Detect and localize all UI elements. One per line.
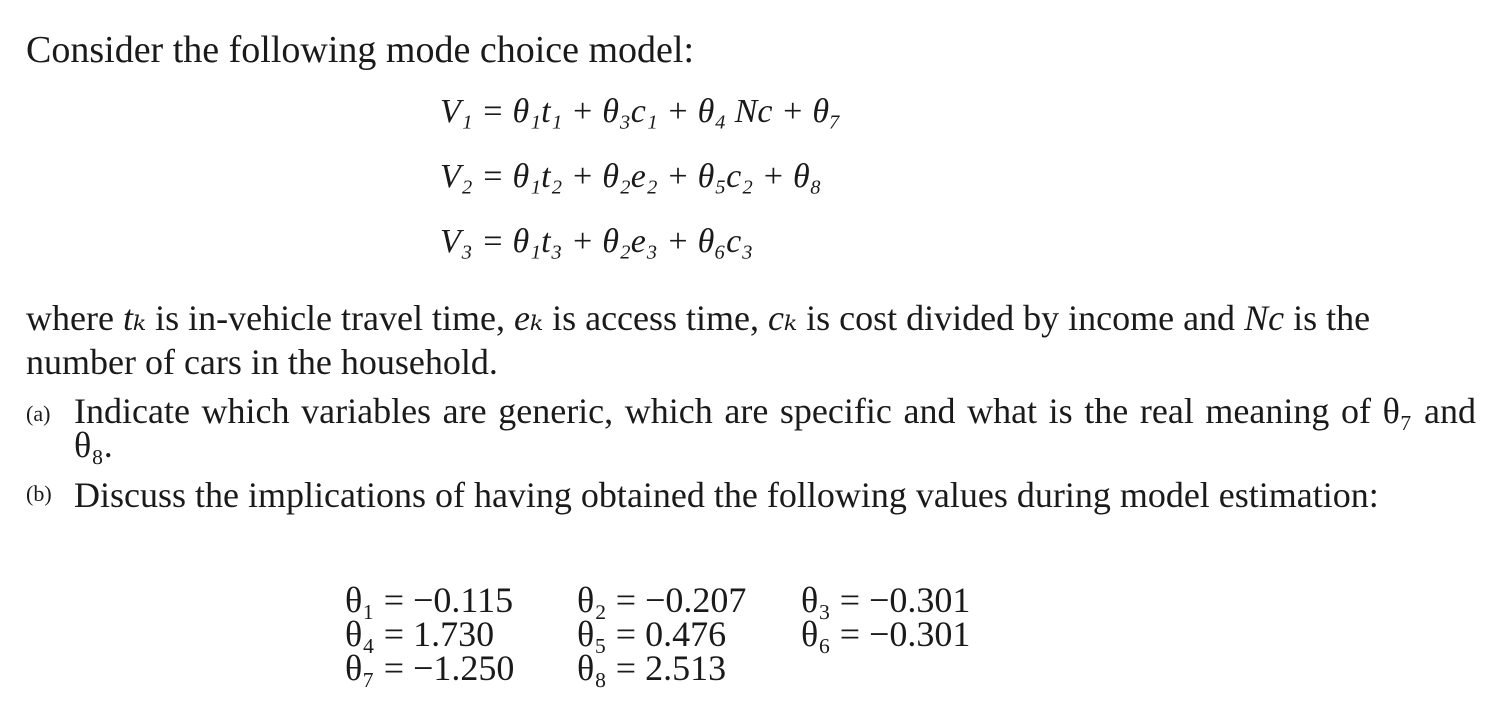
question-label: (b) [26,481,52,506]
parameter-value: θ₆ = −0.301 [801,614,971,654]
variable-c: cₖ [768,298,798,338]
parameter-value: θ₁ = −0.115 [345,580,514,620]
parameter-value: θ₃ = −0.301 [801,580,971,620]
table-row [345,614,1001,654]
equation-rhs: θ₁t₁ + θ₃c₁ + θ₄ Nc + θ₇ [512,93,841,130]
definition-text: is access time, [543,298,769,338]
definition-text: where [26,298,123,338]
parameter-values-table [345,580,1001,688]
parameter-value: θ₂ = −0.207 [577,580,747,620]
definition-text: is the number of cars in the household. [26,298,1371,382]
equation-v2 [440,157,841,197]
equation-rhs: θ₁t₃ + θ₂e₃ + θ₆c₃ [512,223,754,260]
variable-nc: Nc [1244,298,1285,338]
parameter-value: θ₄ = 1.730 [345,614,495,654]
equation-v1 [440,92,841,132]
utility-equations [440,92,841,287]
variable-t: tₖ [122,298,147,338]
question-text: Discuss the implications of having obtained the following values during model estimation: [74,475,1379,515]
question-label: (a) [26,401,51,426]
definition-text: is in-vehicle travel time, [146,298,514,338]
table-row [345,648,1001,688]
question-b [26,474,1476,554]
equation-v3 [440,222,841,262]
equation-lhs: V₂ = [440,158,513,195]
question-text: Indicate which variables are generic, which are specific and what is the real meaning of θ₇ and θ₈. [74,391,1476,465]
table-row [345,580,1001,620]
equation-lhs: V₁ = [440,93,513,130]
variable-e: eₖ [513,298,544,338]
parameter-value: θ₇ = −1.250 [345,648,515,688]
equation-lhs: V₃ = [440,223,513,260]
intro-sentence: Consider the following mode choice model: [26,29,695,71]
parameter-value: θ₈ = 2.513 [577,648,727,688]
equation-rhs: θ₁t₂ + θ₂e₂ + θ₅c₂ + θ₈ [512,158,822,195]
variable-definitions [26,296,1466,384]
question-a [26,391,1476,470]
parameter-value: θ₅ = 0.476 [577,614,727,654]
definition-text: is cost divided by income and [797,298,1245,338]
